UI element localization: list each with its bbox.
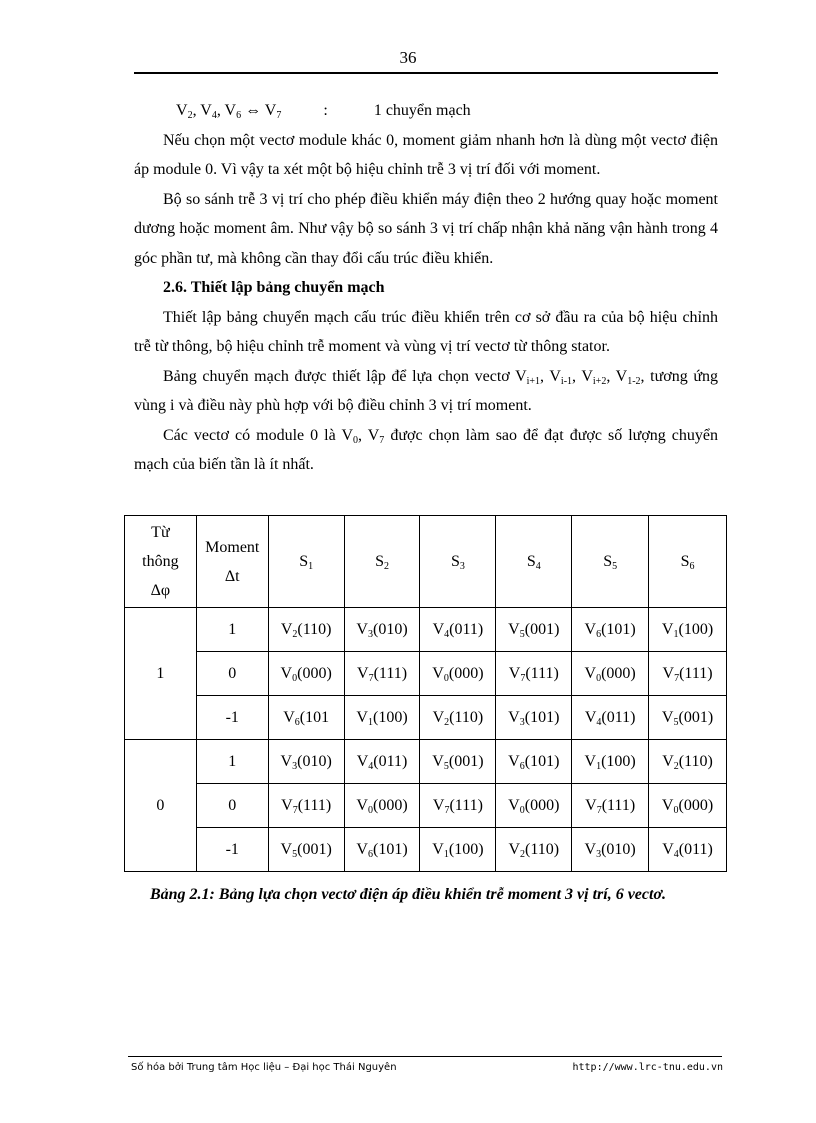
vector-cell: $V_5(001)$ xyxy=(268,828,344,872)
vector-equivalence: $V_2$, $V_4$, $V_6$ ⇔ $V_7$ xyxy=(176,102,282,121)
vector-cell: $V_6(101$ xyxy=(268,696,344,740)
switch-count: 1 chuyển mạch xyxy=(373,102,471,119)
vector-cell: $V_3(101)$ xyxy=(496,696,572,740)
header-sector-2: $S_2$ xyxy=(344,516,420,608)
vector-cell: $V_1(100)$ xyxy=(572,740,649,784)
vector-cell: $V_7(111)$ xyxy=(420,784,496,828)
vector-cell: $V_4(011)$ xyxy=(572,696,649,740)
vector-cell: $V_2(110)$ xyxy=(268,608,344,652)
vector-cell: $V_2(110)$ xyxy=(496,828,572,872)
vector-cell: $V_7(111)$ xyxy=(268,784,344,828)
flux-cell: 0 xyxy=(125,740,197,872)
vector-cell: $V_6(101)$ xyxy=(572,608,649,652)
header-sector-1: $S_1$ xyxy=(268,516,344,608)
vector-cell: $V_7(111)$ xyxy=(649,652,727,696)
flux-cell: 1 xyxy=(125,608,197,740)
vector-cell: $V_0(000)$ xyxy=(496,784,572,828)
vector-cell: $V_7(111)$ xyxy=(572,784,649,828)
colon: : xyxy=(323,102,328,119)
moment-cell: -1 xyxy=(196,696,268,740)
table-header-row xyxy=(125,516,727,608)
header-sector-5: $S_5$ xyxy=(572,516,649,608)
vector-cell: $V_6(101)$ xyxy=(344,828,420,872)
header-flux: Từ thông Δφ xyxy=(125,516,197,608)
moment-cell: -1 xyxy=(196,828,268,872)
vector-cell: $V_7(111)$ xyxy=(344,652,420,696)
vector-cell: $V_2(110)$ xyxy=(649,740,727,784)
vector-cell: $V_5(001)$ xyxy=(649,696,727,740)
vector-cell: $V_5(001)$ xyxy=(420,740,496,784)
vector-cell: $V_3(010)$ xyxy=(344,608,420,652)
paragraph-4: Bảng chuyển mạch được thiết lập để lựa chọn vectơ $V_{i+1}$, $V_{i-1}$, $V_{i+2}$, $V_{1-2}$, tương ứng vùng i và điều này phù hợp với bộ điều chỉnh 3 vị trí moment. xyxy=(134,367,719,414)
footer-source: Số hóa bởi Trung tâm Học liệu – Đại học Thái Nguyên xyxy=(131,1062,397,1073)
vector-cell: $V_4(011)$ xyxy=(649,828,727,872)
header-moment: Moment Δt xyxy=(196,516,268,608)
table-row xyxy=(125,784,727,828)
table-row xyxy=(125,608,727,652)
switching-table xyxy=(124,515,727,872)
table-caption: Bảng 2.1: Bảng lựa chọn vectơ điện áp điều khiển trễ moment 3 vị trí, 6 vectơ. xyxy=(149,886,667,903)
paragraph-2: Bộ so sánh trễ 3 vị trí cho phép điều khiển máy điện theo 2 hướng quay hoặc moment dương hoặc moment âm. Như vậy bộ so sánh 3 vị trí chấp nhận khả năng vận hành trong 4 góc phần tư, mà không cần thay đổi cấu trúc điều khiển. xyxy=(134,190,718,267)
vector-cell: $V_4(011)$ xyxy=(420,608,496,652)
vector-cell: $V_0(000)$ xyxy=(572,652,649,696)
footer-url: http://www.lrc-tnu.edu.vn xyxy=(572,1062,723,1073)
table-row xyxy=(125,652,727,696)
paragraph-3: Thiết lập bảng chuyển mạch cấu trúc điều khiển trên cơ sở đầu ra của bộ hiệu chỉnh trễ từ thông, bộ hiệu chỉnh trễ moment và vùng vị trí vectơ từ thông stator. xyxy=(134,308,718,355)
paragraph-1: Nếu chọn một vectơ module khác 0, moment giảm nhanh hơn là dùng một vectơ điện áp module 0. Vì vậy ta xét một bộ hiệu chỉnh trễ 3 vị trí đối với moment. xyxy=(134,131,718,178)
header-sector-3: $S_3$ xyxy=(420,516,496,608)
table-row xyxy=(125,696,727,740)
vector-cell: $V_2(110)$ xyxy=(420,696,496,740)
header-sector-6: $S_6$ xyxy=(649,516,727,608)
vector-cell: $V_3(010)$ xyxy=(572,828,649,872)
moment-cell: 1 xyxy=(196,608,268,652)
moment-cell: 0 xyxy=(196,784,268,828)
switching-count-line xyxy=(134,96,718,126)
vector-cell: $V_3(010)$ xyxy=(268,740,344,784)
vector-cell: $V_1(100)$ xyxy=(649,608,727,652)
vector-cell: $V_0(000)$ xyxy=(420,652,496,696)
section-heading: 2.6. Thiết lập bảng chuyển mạch xyxy=(163,279,385,296)
vector-cell: $V_0(000)$ xyxy=(649,784,727,828)
vector-cell: $V_7(111)$ xyxy=(496,652,572,696)
footer-rule xyxy=(128,1056,722,1057)
paragraph-5: Các vectơ có module 0 là $V_0$, $V_7$ được chọn làm sao để đạt được số lượng chuyển mạch của biến tần là ít nhất. xyxy=(134,426,718,473)
vector-cell: $V_4(011)$ xyxy=(344,740,420,784)
page-number: 36 xyxy=(399,48,417,67)
moment-cell: 0 xyxy=(196,652,268,696)
moment-cell: 1 xyxy=(196,740,268,784)
vector-cell: $V_5(001)$ xyxy=(496,608,572,652)
header-rule xyxy=(134,72,718,74)
vector-cell: $V_0(000)$ xyxy=(344,784,420,828)
vector-cell: $V_0(000)$ xyxy=(268,652,344,696)
vector-cell: $V_1(100)$ xyxy=(420,828,496,872)
body-text xyxy=(134,96,718,480)
table-row xyxy=(125,740,727,784)
vector-cell: $V_6(101)$ xyxy=(496,740,572,784)
vector-cell: $V_1(100)$ xyxy=(344,696,420,740)
table-row xyxy=(125,828,727,872)
header-sector-4: $S_4$ xyxy=(496,516,572,608)
